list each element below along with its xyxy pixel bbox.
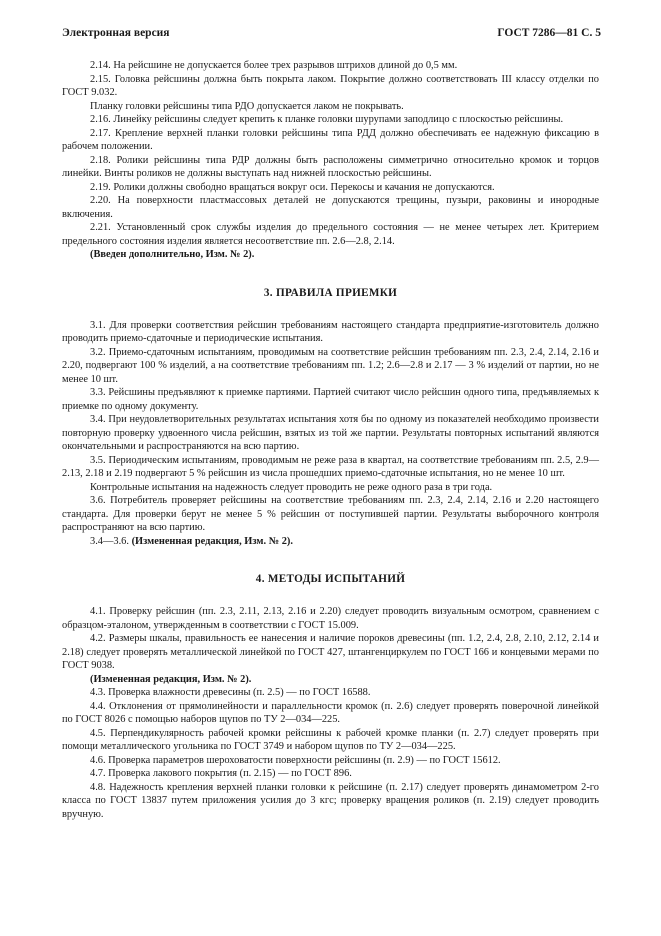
paragraph-2-18: 2.18. Ролики рейсшины типа РДР должны быть расположены симметрично относительно кромок и торцов линейки. Винты роликов не должны выступать над нижней плоскостью рейсшины. xyxy=(62,154,599,179)
paragraph-2-15: 2.15. Головка рейсшины должна быть покрыта лаком. Покрытие должно соответствовать III классу отделки по ГОСТ 9.032. xyxy=(62,73,599,98)
paragraph-2-17: 2.17. Крепление верхней планки головки рейсшины типа РДД должно обеспечивать ее надежную фиксацию в рабочем положении. xyxy=(62,127,599,152)
paragraph-4-4: 4.4. Отклонения от прямолинейности и параллельности кромок (п. 2.6) следует проверять поверочной линейкой по ГОСТ 8026 с помощью наборов щупов по ТУ 2—034—225. xyxy=(62,700,599,725)
amendment-note-4: (Измененная редакция, Изм. № 2). xyxy=(90,673,252,685)
paragraph-3-4: 3.4. При неудовлетворительных результатах испытания хотя бы по одному из показателей необходимо произвести повторную проверку удвоенного числа рейсшин, взятых из той же партии. Результаты повторных испытаний являются окончательными и распространяются на всю партию. xyxy=(62,414,599,452)
paragraph-2-16: 2.16. Линейку рейсшины следует крепить к планке головки шурупами заподлицо с плоскостью рейсшины. xyxy=(90,114,564,125)
amendment-note-2: (Введен дополнительно, Изм. № 2). xyxy=(90,249,255,260)
paragraph-4-2: 4.2. Размеры шкалы, правильность ее нанесения и наличие пороков древесины (пп. 1.2, 2.4, 2.8, 2.10, 2.12, 2.14 и 2.18) следует проверять металлической линейкой по ГОСТ 427, штангенциркулем по ГОСТ 166 и концевыми мерами по ГОСТ 9038. xyxy=(62,633,599,671)
paragraph-3-5-reliability: Контрольные испытания на надежность следует проводить не реже одного раза в три года. xyxy=(90,481,493,493)
paragraph-3-1: 3.1. Для проверки соответствия рейсшин требованиям настоящего стандарта предприятие-изготовитель должно проводить приемо-сдаточные и периодические испытания. xyxy=(62,319,599,344)
paragraph-2-15-note: Планку головки рейсшины типа РДО допускается лаком не покрывать. xyxy=(90,100,404,112)
paragraph-4-8: 4.8. Надежность крепления верхней планки головки к рейсшине (п. 2.17) следует проверять динамометром 2-го класса по ГОСТ 13837 путем приложения усилия до 3 кгс; проверку вращения роликов (п. 2.19) следует проводить вручную. xyxy=(62,781,599,820)
document-body xyxy=(62,59,599,821)
paragraph-3-5: 3.5. Периодическим испытаниям, проводимым не реже раза в квартал, на соответствие требованиям пп. 2.5, 2.9—2.13, 2.18 и 2.19 подвергают 5 % рейсшин из числа прошедших приемо-сдаточные испытания, но не менее 10 шт. xyxy=(62,454,599,479)
paragraph-4-3: 4.3. Проверка влажности древесины (п. 2.5) — по ГОСТ 16588. xyxy=(90,687,371,698)
section-3-heading: 3. ПРАВИЛА ПРИЕМКИ xyxy=(263,286,398,299)
amendment-note-3-text: (Измененная редакция, Изм. № 2). xyxy=(131,535,293,547)
amendment-note-3 xyxy=(62,535,599,549)
paragraph-2-19: 2.19. Ролики должны свободно вращаться вокруг оси. Перекосы и качания не допускаются. xyxy=(90,181,495,193)
paragraph-2-20: 2.20. На поверхности пластмассовых деталей не допускаются трещины, пузыри, раковины и инородные включения. xyxy=(62,195,599,220)
paragraph-3-6: 3.6. Потребитель проверяет рейсшины на соответствие требованиям пп. 2.3, 2.4, 2.14, 2.16 и 2.20 настоящего стандарта. Для проверки берут не менее 5 % рейсшин от поступившей партии. Результаты выборочного контроля распространяют на всю партию. xyxy=(62,495,599,533)
paragraph-3-3: 3.3. Рейсшины предъявляют к приемке партиями. Партией считают число рейсшин одного типа, предъявляемых к приемке по одному документу. xyxy=(62,387,599,412)
paragraph-2-14: 2.14. На рейсшине не допускается более трех разрывов штрихов длиной до 0,5 мм. xyxy=(90,60,458,71)
section-4-heading: 4. МЕТОДЫ ИСПЫТАНИЙ xyxy=(255,573,406,585)
paragraph-4-1: 4.1. Проверку рейсшин (пп. 2.3, 2.11, 2.13, 2.16 и 2.20) следует проводить визуальным осмотром, сравнением с образцом-эталоном, утвержденным в соответствии с ГОСТ 15.009. xyxy=(62,606,599,631)
header-edition-label: Электронная версия xyxy=(62,27,170,39)
paragraph-2-21: 2.21. Установленный срок службы изделия до предельного состояния — не менее четырех лет. Критерием предельного состояния изделия является несоответствие пп. 2.6—2.8, 2.14. xyxy=(62,222,599,247)
header-standard-page: ГОСТ 7286—81 С. 5 xyxy=(497,27,601,39)
amendment-note-3-range: 3.4—3.6. xyxy=(90,535,129,547)
paragraph-4-7: 4.7. Проверка лакового покрытия (п. 2.15) — по ГОСТ 896. xyxy=(90,768,352,779)
paragraph-3-2: 3.2. Приемо-сдаточным испытаниям, проводимым на соответствие рейсшин требованиям пп. 2.3, 2.4, 2.14, 2.16 и 2.20, подвергают 100 % изделий, а на соответствие требованиям пп. 1.2; 2.6—2.8 и 2.17 — 3 % изделий от партии, но не менее 10 шт. xyxy=(62,346,599,385)
paragraph-4-5: 4.5. Перпендикулярность рабочей кромки рейсшины к рабочей кромке планки (п. 2.7) следует проверять при помощи металлического угольника по ГОСТ 3749 и набором щупов по ТУ 2—034—225. xyxy=(62,727,599,752)
paragraph-4-6: 4.6. Проверка параметров шероховатости поверхности рейсшины (п. 2.9) — по ГОСТ 15612. xyxy=(90,754,501,766)
